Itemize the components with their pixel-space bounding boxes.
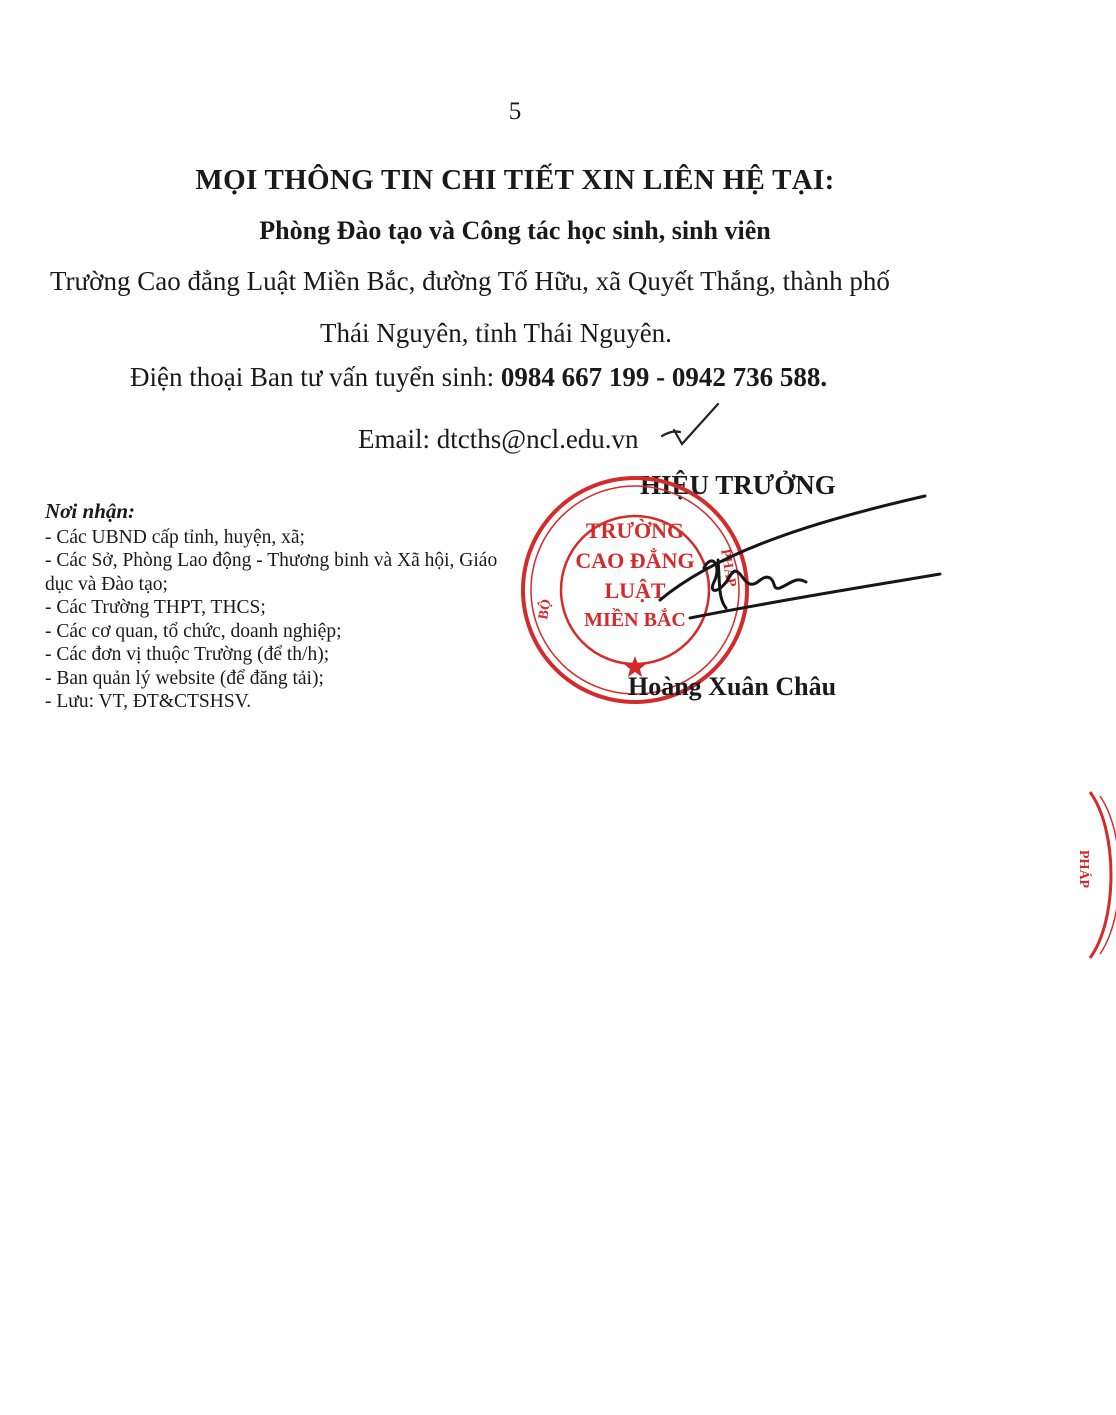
address-line-2: Thái Nguyên, tỉnh Thái Nguyên. (320, 318, 672, 348)
recipient-item: - Các UBND cấp tỉnh, huyện, xã; (45, 526, 305, 548)
seal-ring-right: PHÁP (717, 548, 739, 589)
phone-numbers: 0984 667 199 - 0942 736 588. (500, 362, 828, 392)
seal-ring-left: BỘ (536, 598, 555, 621)
seal-line-3: LUẬT (604, 578, 666, 603)
phone-line (130, 362, 827, 393)
recipient-item: - Các Sở, Phòng Lao động - Thương binh và Xã hội, Giáo dục và Đào tạo; (45, 550, 498, 595)
seal-line-1: TRƯỜNG (585, 518, 685, 543)
page-number: 5 (508, 98, 522, 125)
initial-mark-icon (660, 400, 720, 450)
recipient-item: - Các Trường THPT, THCS; (45, 597, 266, 618)
partial-seal-icon (1060, 790, 1116, 960)
phone-label: Điện thoại Ban tư vấn tuyển sinh: (130, 362, 501, 392)
handwritten-signature-icon (600, 490, 960, 630)
email-line: Email: dtcths@ncl.edu.vn (358, 424, 639, 454)
recipient-item: - Các cơ quan, tổ chức, doanh nghiệp; (45, 620, 342, 642)
partial-seal-text: PHÁP (1076, 850, 1091, 889)
department-name: Phòng Đào tạo và Công tác học sinh, sinh viên (259, 216, 771, 245)
recipient-item: - Lưu: VT, ĐT&CTSHSV. (45, 691, 252, 712)
signer-name: Hoàng Xuân Châu (628, 672, 837, 701)
address-line-1: Trường Cao đẳng Luật Miền Bắc, đường Tố Hữu, xã Quyết Thắng, thành phố (50, 266, 890, 296)
recipient-item: - Ban quản lý website (để đăng tải); (45, 667, 324, 689)
signer-title: HIỆU TRƯỞNG (640, 470, 836, 500)
recipients-title: Nơi nhận: (45, 499, 136, 523)
recipients-block (45, 500, 515, 714)
seal-line-4: MIỀN BẮC (584, 609, 686, 631)
seal-line-2: CAO ĐẲNG (575, 548, 695, 573)
recipient-item: - Các đơn vị thuộc Trường (để th/h); (45, 644, 330, 665)
contact-heading: MỌI THÔNG TIN CHI TIẾT XIN LIÊN HỆ TẠI: (195, 164, 835, 196)
